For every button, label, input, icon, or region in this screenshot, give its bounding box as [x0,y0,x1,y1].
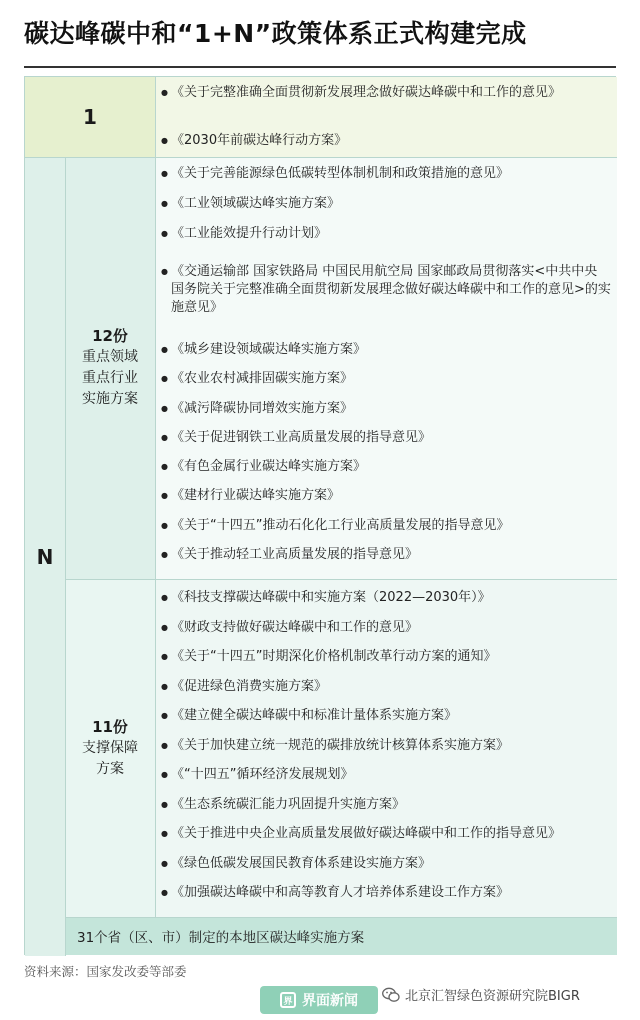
policy-title: 《有色金属行业碳达峰实施方案》 [171,459,367,474]
policy-title: 《科技支撑碳达峰碳中和实施方案（2022—2030年）》 [171,590,491,605]
policy-list-item [161,678,613,696]
grid-line [155,157,156,917]
policy-title: 《绿色低碳发展国民教育体系建设实施方案》 [171,856,432,871]
policy-list-item [161,825,613,843]
policy-table [24,76,616,955]
policy-list-item [161,165,613,183]
bullet-icon: ● [161,888,168,897]
bullet-icon: ● [161,169,168,178]
policy-title: 《促进绿色消费实施方案》 [171,679,328,694]
bullet-icon: ● [161,623,168,632]
bullet-icon: ● [161,829,168,838]
policy-list-item [161,263,613,317]
page-title: 碳达峰碳中和“1+N”政策体系正式构建完成 [24,19,527,48]
bullet-icon: ● [161,433,168,442]
policy-title: 《建立健全碳达峰碳中和标准计量体系实施方案》 [171,708,458,723]
brand-logo-icon: 界 [280,992,296,1008]
wechat-icon [382,987,400,1003]
policy-list-item [161,707,613,725]
policy-list-item [161,619,613,637]
policy-list-item [161,132,613,150]
grid-line [155,77,156,157]
policy-list-item [161,370,613,388]
sector-plans-count: 12份 [92,327,128,345]
policy-title: 《工业能效提升行动计划》 [171,226,328,241]
bullet-icon: ● [161,741,168,750]
policy-list-item [161,855,613,873]
bullet-icon: ● [161,682,168,691]
policy-title: 《财政支持做好碳达峰碳中和工作的意见》 [171,620,419,635]
policy-title: 《关于“十四五”推动石化化工行业高质量发展的指导意见》 [171,518,510,533]
policy-title: 《关于加快建立统一规范的碳排放统计核算体系实施方案》 [171,738,510,753]
row-n-label: N [25,157,65,956]
sector-plans-line: 实施方案 [82,391,138,407]
policy-title: 《关于促进钢铁工业高质量发展的指导意见》 [171,430,432,445]
brand-badge [260,986,378,1014]
policy-title: 《关于推动轻工业高质量发展的指导意见》 [171,547,419,562]
policy-list-item [161,458,613,476]
policy-title: 《生态系统碳汇能力巩固提升实施方案》 [171,797,406,812]
policy-title: 《建材行业碳达峰实施方案》 [171,488,341,503]
policy-list-item [161,517,613,535]
policy-list-item [161,341,613,359]
grid-line [65,157,66,956]
sector-plans-line: 重点领域 [82,349,138,365]
bullet-icon: ● [161,462,168,471]
policy-title: 《城乡建设领域碳达峰实施方案》 [171,342,367,357]
support-plans-count: 11份 [92,717,128,736]
support-plans-label [65,579,155,917]
bullet-icon: ● [161,800,168,809]
wechat-account-name: 北京汇智绿色资源研究院BIGR [405,989,580,1004]
bullet-icon: ● [161,404,168,413]
policy-list-item [161,737,613,755]
policy-list-item [161,648,613,666]
policy-title: 《农业农村减排固碳实施方案》 [171,371,354,386]
bullet-icon: ● [161,770,168,779]
grid-line [25,157,617,158]
bullet-icon: ● [161,593,168,602]
policy-title: 《关于“十四五”时期深化价格机制改革行动方案的通知》 [171,649,497,664]
bullet-icon: ● [161,550,168,559]
policy-list-item [161,796,613,814]
policy-title: 《减污降碳协同增效实施方案》 [171,401,354,416]
bullet-icon: ● [161,711,168,720]
policy-list-item [161,400,613,418]
support-plans-line: 方案 [96,760,124,777]
policy-list-item [161,589,613,607]
bullet-icon: ● [161,345,168,354]
bullet-icon: ● [161,491,168,500]
policy-title: 《2030年前碳达峰行动方案》 [171,133,348,148]
bullet-icon: ● [161,136,168,145]
policy-list-item [161,84,613,102]
row-one-label: 1 [25,77,155,157]
bullet-icon: ● [161,267,168,276]
sector-plans-label [65,157,155,579]
policy-title: 《关于推进中央企业高质量发展做好碳达峰碳中和工作的指导意见》 [171,826,562,841]
grid-line [65,579,617,580]
sector-plans-line: 重点行业 [82,370,138,386]
policy-list-item [161,195,613,213]
provincial-plans-row: 31个省（区、市）制定的本地区碳达峰实施方案 [65,917,617,955]
bullet-icon: ● [161,521,168,530]
wechat-attribution [382,985,580,1004]
bullet-icon: ● [161,859,168,868]
brand-name: 界面新闻 [302,993,358,1009]
policy-title: 《“十四五”循环经济发展规划》 [171,767,354,782]
source-note: 资料来源：国家发改委等部委 [24,964,187,979]
bullet-icon: ● [161,199,168,208]
grid-line [65,917,617,918]
policy-list-item [161,884,613,902]
title-divider [24,66,616,68]
policy-list-item [161,766,613,784]
support-plans-line: 支撑保障 [82,739,138,756]
policy-title: 《工业领域碳达峰实施方案》 [171,196,341,211]
policy-list-item [161,225,613,243]
policy-title: 《交通运输部 国家铁路局 中国民用航空局 国家邮政局贯彻落实<中共中央 国务院关于完整准确全面贯彻新发展理念做好碳达峰碳中和工作的意见>的实施意见》 [171,264,611,315]
bullet-icon: ● [161,374,168,383]
policy-title: 《关于完善能源绿色低碳转型体制机制和政策措施的意见》 [171,166,510,181]
sector-plans-list [155,157,617,579]
bullet-icon: ● [161,88,168,97]
policy-title: 《加强碳达峰碳中和高等教育人才培养体系建设工作方案》 [171,885,510,900]
support-plans-list [155,579,617,917]
policy-list-item [161,487,613,505]
policy-title: 《关于完整准确全面贯彻新发展理念做好碳达峰碳中和工作的意见》 [171,85,562,100]
row-one-list [155,77,617,157]
policy-list-item [161,546,613,564]
policy-list-item [161,429,613,447]
bullet-icon: ● [161,229,168,238]
bullet-icon: ● [161,652,168,661]
